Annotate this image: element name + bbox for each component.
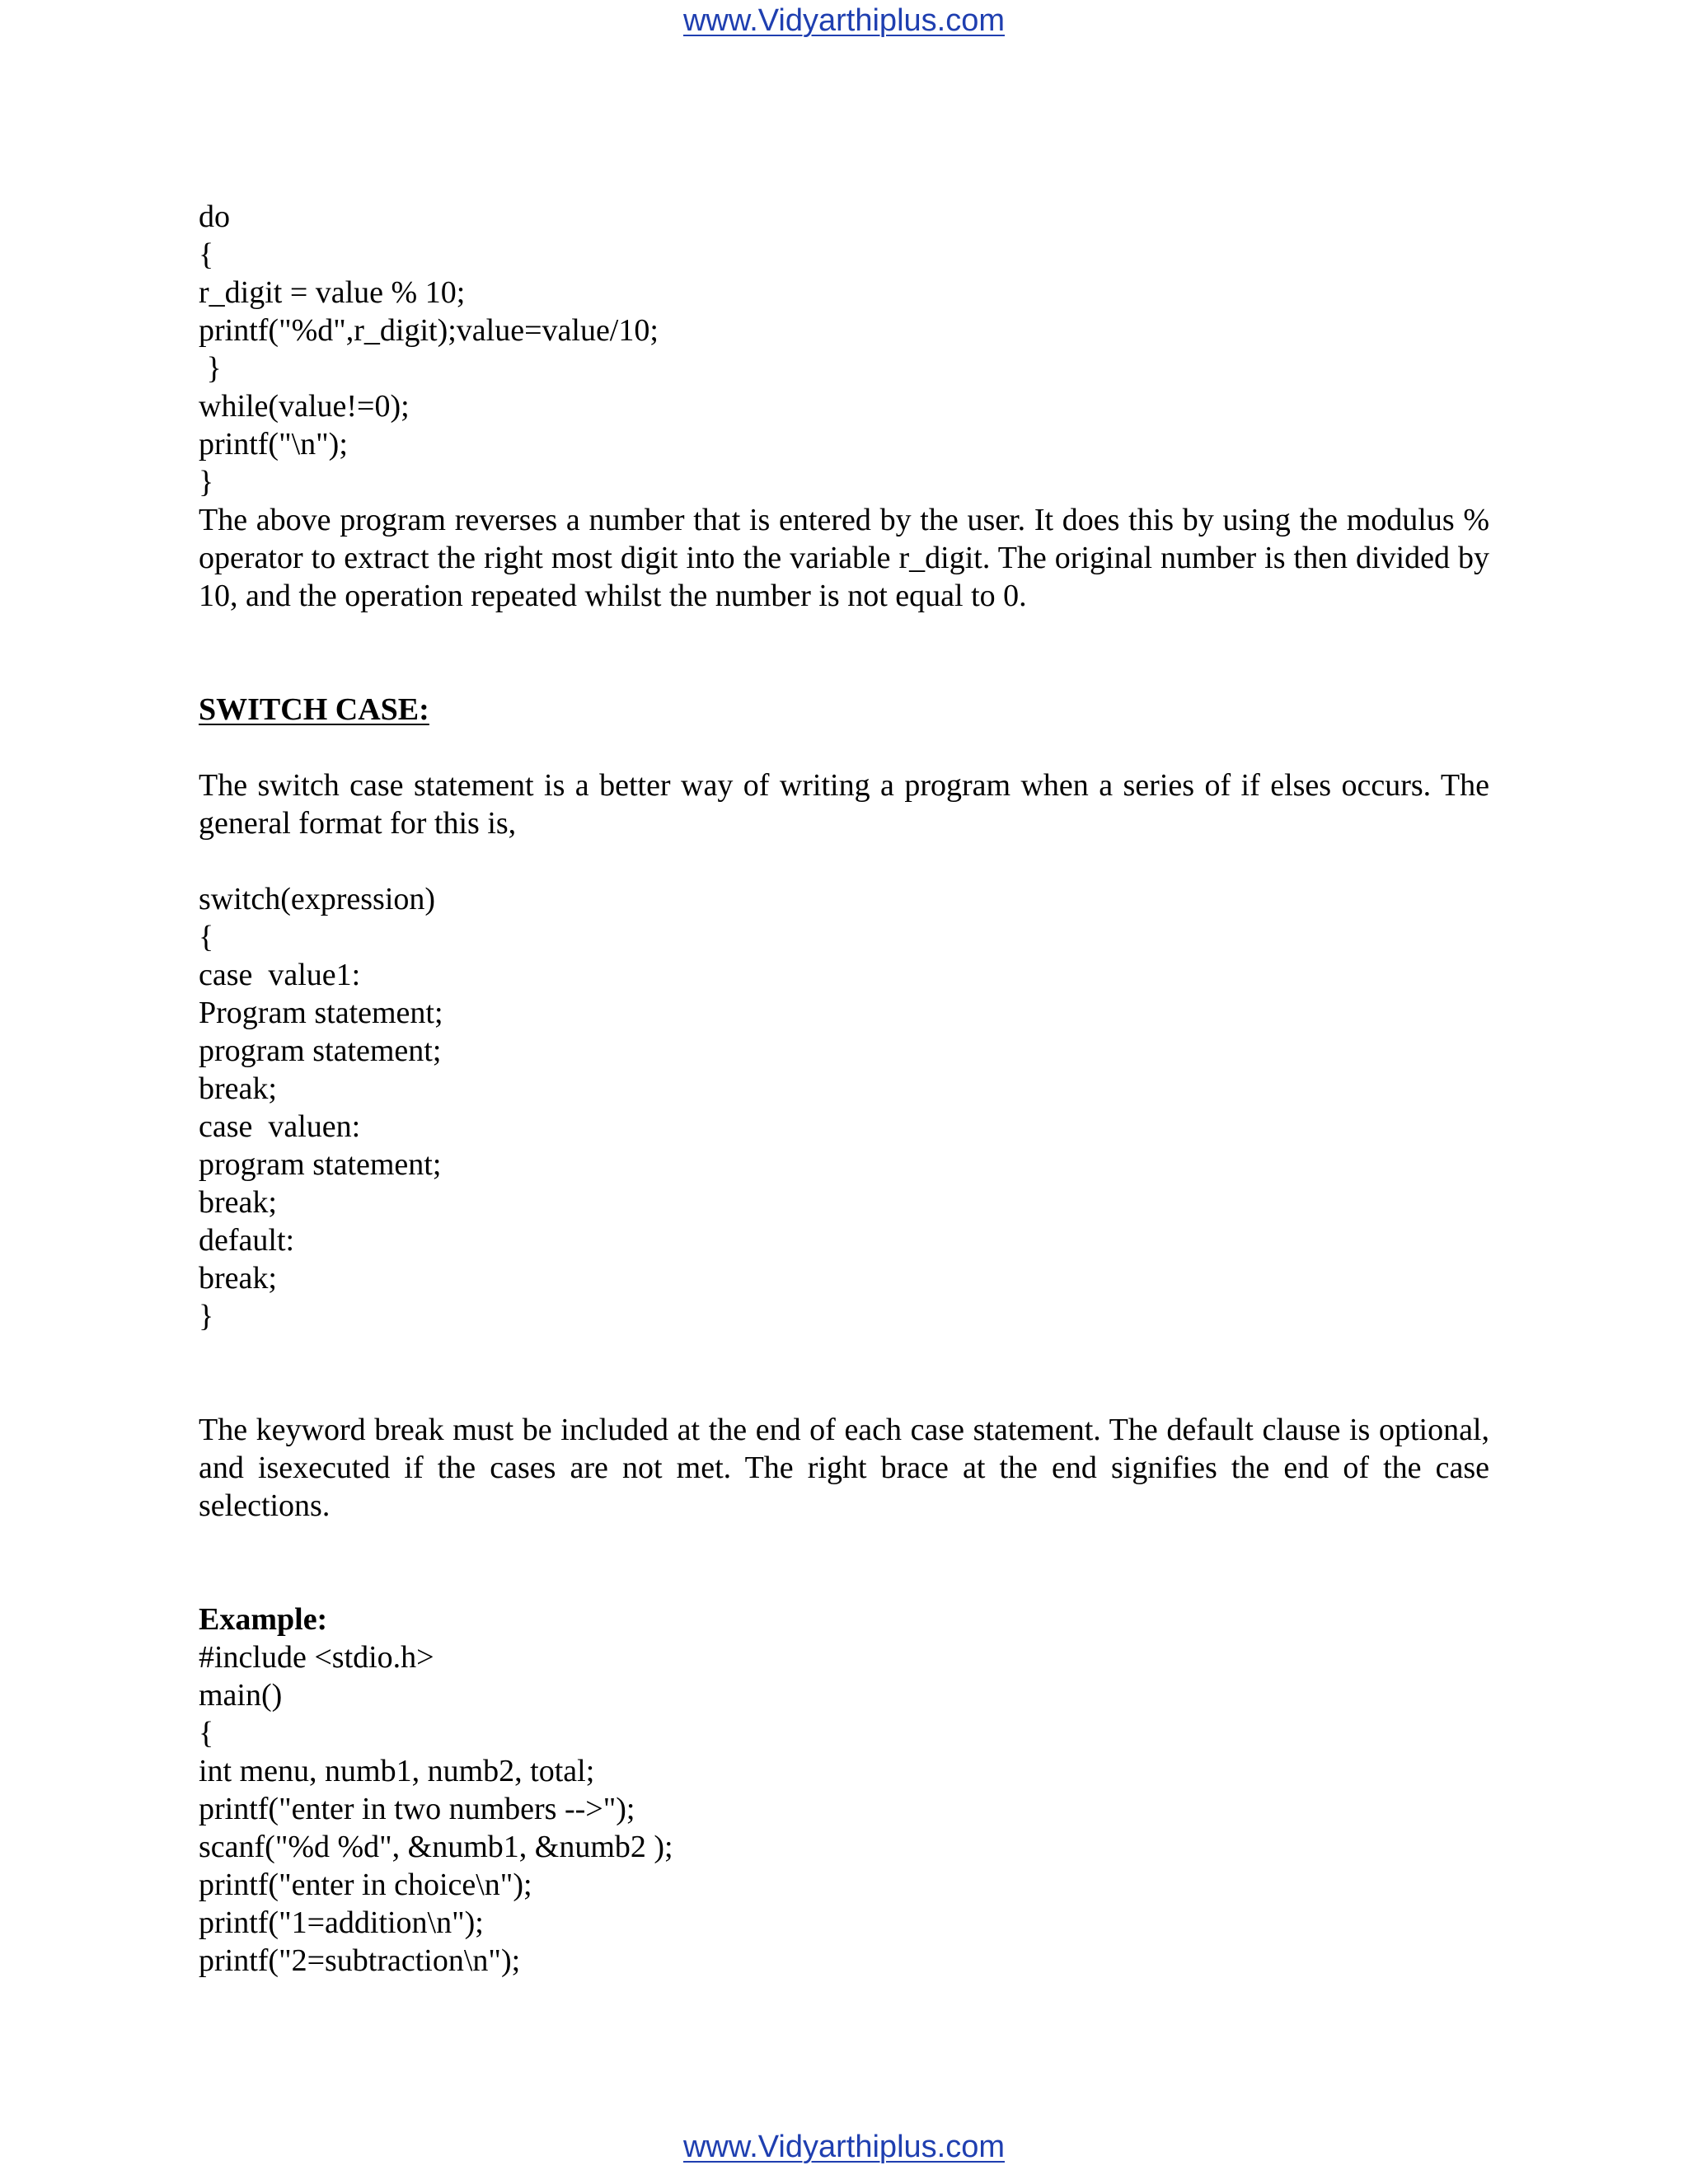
code-line: default:	[199, 1223, 295, 1258]
code-line: do	[199, 199, 230, 234]
code-line: program statement;	[199, 1033, 442, 1068]
code-line: break;	[199, 1071, 277, 1106]
code-line: case valuen:	[199, 1109, 361, 1144]
code-line: }	[199, 465, 214, 499]
example-label: Example:	[199, 1602, 328, 1637]
paragraph-reverse-explanation: The above program reverses a number that is entered by the user. It does this by using the modulus % operator to extract the right most digit into the variable r_digit. The original number is then divided by 10, and the operation repeated whilst the number is not equal to 0.	[199, 503, 1489, 613]
code-line: main()	[199, 1678, 283, 1713]
code-line: break;	[199, 1185, 277, 1220]
footer-site-link[interactable]: www.Vidyarthiplus.com	[682, 2130, 1005, 2164]
code-line: {	[199, 1716, 214, 1750]
code-block-example	[199, 1638, 1489, 1980]
code-line: switch(expression)	[199, 882, 436, 916]
header-site-link[interactable]: www.Vidyarthiplus.com	[682, 3, 1005, 38]
code-line: int menu, numb1, numb2, total;	[199, 1754, 595, 1788]
code-line: printf("%d",r_digit);value=value/10;	[199, 313, 659, 348]
code-block-do-while	[199, 198, 1489, 501]
code-line: case value1:	[199, 958, 361, 992]
code-block-switch-format	[199, 880, 1489, 1335]
code-line: }	[199, 351, 222, 386]
code-line: {	[199, 920, 214, 954]
code-line: Program statement;	[199, 996, 443, 1030]
paragraph-break-explanation: The keyword break must be included at the end of each case statement. The default clause is optional, and isexecuted if the cases are not met. The right brace at the end signifies the end of the case selections.	[199, 1413, 1489, 1523]
code-line: scanf("%d %d", &numb1, &numb2 );	[199, 1830, 673, 1864]
code-line: printf("2=subtraction\n");	[199, 1943, 521, 1978]
code-line: printf("enter in choice\n");	[199, 1868, 532, 1902]
code-line: #include <stdio.h>	[199, 1640, 434, 1675]
document-body	[199, 198, 1489, 1980]
code-line: {	[199, 237, 214, 272]
code-line: printf("\n");	[199, 427, 348, 462]
code-line: printf("enter in two numbers -->");	[199, 1792, 635, 1826]
code-line: }	[199, 1299, 214, 1333]
code-line: while(value!=0);	[199, 389, 410, 424]
code-line: program statement;	[199, 1147, 442, 1182]
code-line: printf("1=addition\n");	[199, 1905, 484, 1940]
code-line: r_digit = value % 10;	[199, 275, 466, 310]
paragraph-switch-intro: The switch case statement is a better way of writing a program when a series of if elses occurs. The general format for this is,	[199, 768, 1489, 841]
section-heading-switch-case: SWITCH CASE:	[199, 692, 429, 727]
code-line: break;	[199, 1261, 277, 1296]
